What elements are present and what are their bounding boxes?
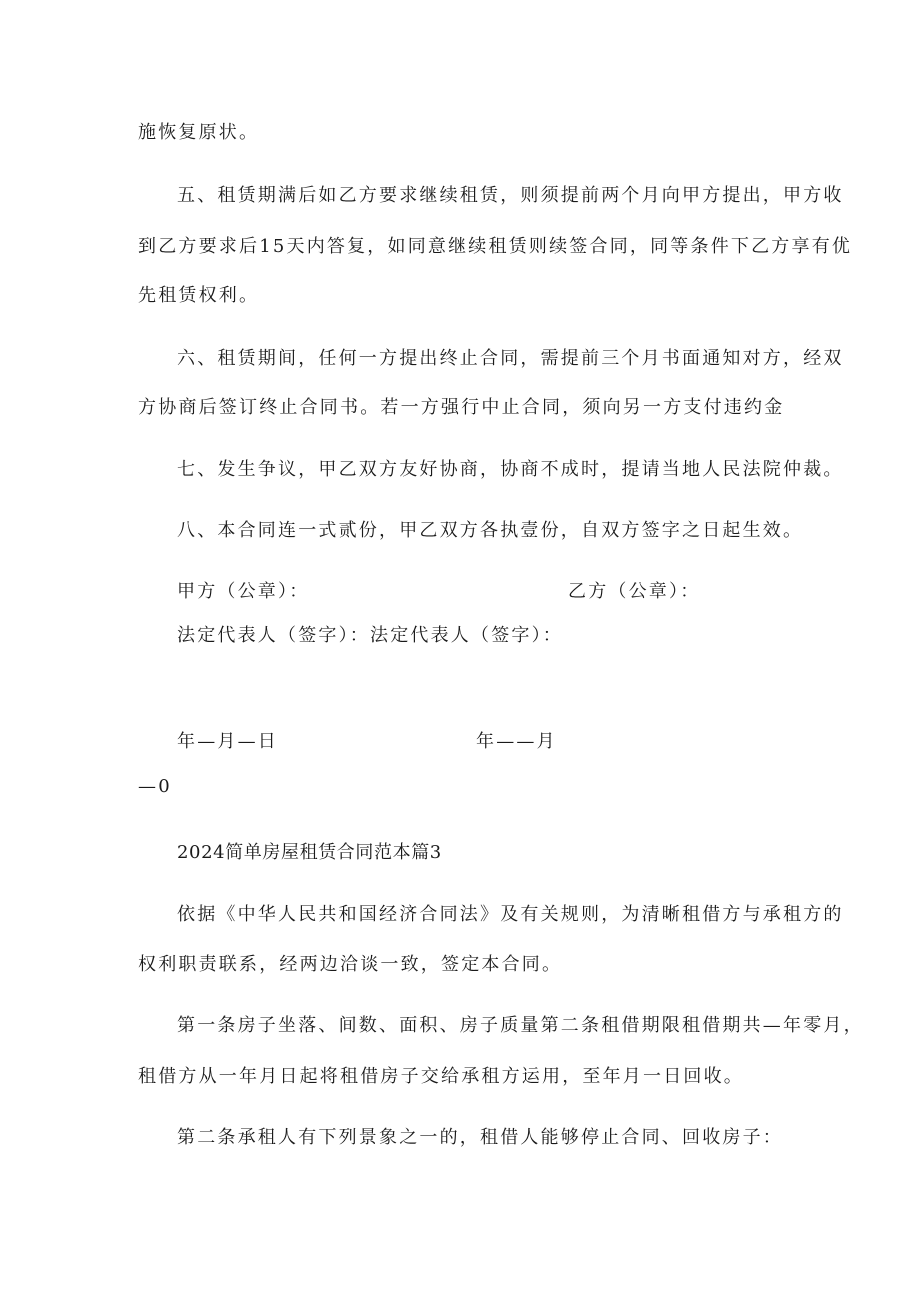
paragraph-line: 方协商后签订终止合同书。若一方强行中止合同，须向另一方支付违约金 (138, 397, 785, 418)
paragraph-line: 权利职责联系，经两边洽谈一致，签定本合同。 (138, 954, 563, 975)
paragraph-line: 租借方从一年月日起将租借房子交给承租方运用，至年月一日回收。 (138, 1066, 744, 1087)
representative-signatures: 法定代表人（签字）：法定代表人（签字）： (177, 625, 563, 646)
paragraph-line: 五、租赁期满后如乙方要求继续租赁，则须提前两个月向甲方提出，甲方收 (177, 185, 844, 206)
date-party-b: 年——月 (476, 731, 557, 752)
paragraph-line: 先租赁权利。 (138, 285, 260, 306)
paragraph-line: 施恢复原状。 (138, 122, 260, 143)
paragraph-line: 七、发生争议，甲乙双方友好协商，协商不成时，提请当地人民法院仲裁。 (177, 459, 844, 480)
paragraph-line: 到乙方要求后15天内答复，如同意继续租赁则续签合同，同等条件下乙方享有优 (138, 236, 853, 257)
paragraph-line: 第二条承租人有下列景象之一的，租借人能够停止合同、回收房子： (177, 1127, 783, 1148)
date-party-a: 年—月—日 (177, 731, 278, 752)
paragraph-line: 八、本合同连一式贰份，甲乙双方各执壹份，自双方签字之日起生效。 (177, 520, 804, 541)
paragraph-line: 依据《中华人民共和国经济合同法》及有关规则，为清晰租借方与承租方的 (177, 904, 844, 925)
section-title: 2024简单房屋租赁合同范本篇3 (177, 842, 442, 863)
date-party-b-continued: —0 (138, 776, 172, 797)
party-b-seal: 乙方（公章）： (568, 581, 701, 602)
paragraph-line: 六、租赁期间，任何一方提出终止合同，需提前三个月书面通知对方，经双 (177, 348, 844, 369)
paragraph-line: 第一条房子坐落、间数、面积、房子质量第二条租借期限租借期共—年零月， (177, 1015, 864, 1036)
party-a-seal: 甲方（公章）： (177, 581, 310, 602)
